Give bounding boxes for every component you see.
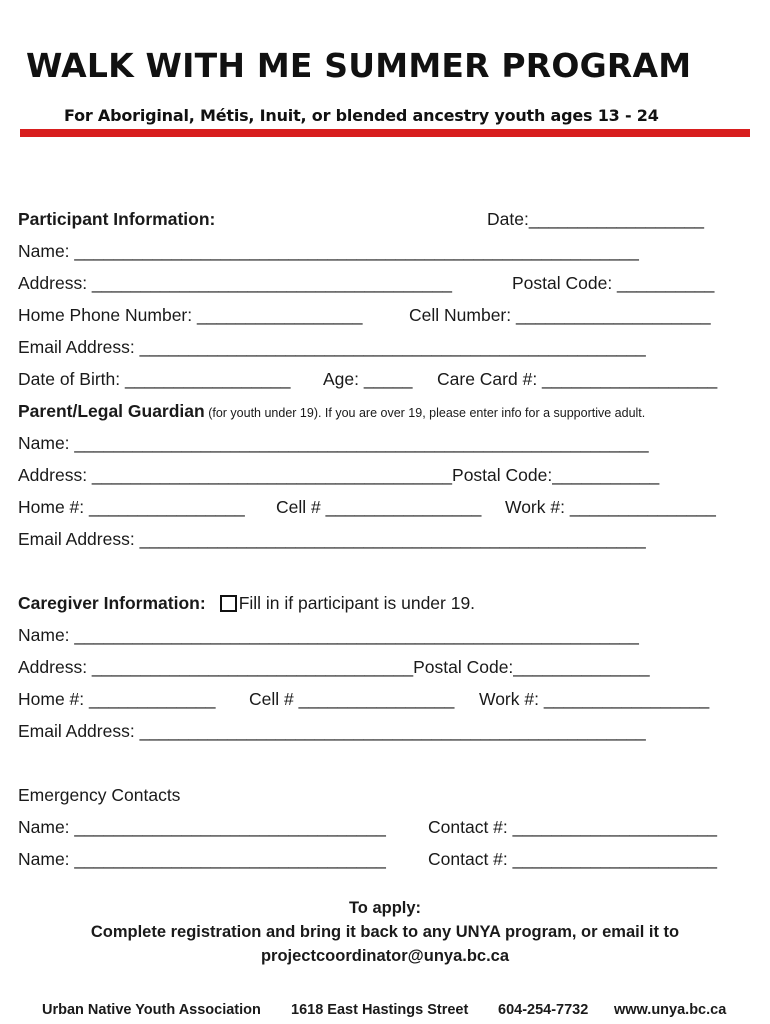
participant-address-field[interactable]: Address: _____________________________________ xyxy=(18,273,453,293)
guardian-home-field[interactable]: Home #: ________________ xyxy=(18,497,245,517)
guardian-heading: Parent/Legal Guardian xyxy=(18,401,205,421)
footer-phone: 604-254-7732 xyxy=(498,1002,589,1018)
caregiver-name-field[interactable]: Name: __________________________________________________________ xyxy=(18,625,639,645)
participant-cell-field[interactable]: Cell Number: ____________________ xyxy=(409,305,711,325)
apply-heading: To apply: xyxy=(348,899,422,917)
participant-postal-field[interactable]: Postal Code: __________ xyxy=(512,273,715,293)
guardian-note: (for youth under 19). If you are over 19, please enter info for a supportive adult. xyxy=(204,406,646,420)
participant-age-field[interactable]: Age: _____ xyxy=(323,369,413,389)
guardian-email-field[interactable]: Email Address: ____________________________________________________ xyxy=(18,529,646,549)
red-divider xyxy=(20,129,750,137)
caregiver-home-field[interactable]: Home #: _____________ xyxy=(18,689,216,709)
guardian-heading-row xyxy=(18,399,645,423)
footer-website[interactable]: www.unya.bc.ca xyxy=(614,1002,727,1018)
guardian-work-field[interactable]: Work #: _______________ xyxy=(505,497,716,517)
guardian-name-field[interactable]: Name: ___________________________________________________________ xyxy=(18,433,649,453)
participant-dob-field[interactable]: Date of Birth: _________________ xyxy=(18,369,291,389)
emergency-heading: Emergency Contacts xyxy=(18,785,181,805)
participant-heading: Participant Information: xyxy=(18,209,216,229)
emergency-contact-1-field[interactable]: Contact #: _____________________ xyxy=(428,817,718,837)
emergency-name-1-field[interactable]: Name: ________________________________ xyxy=(18,817,386,837)
caregiver-email-field[interactable]: Email Address: ____________________________________________________ xyxy=(18,721,646,741)
caregiver-heading-row xyxy=(18,591,475,615)
caregiver-check-label: Fill in if participant is under 19. xyxy=(238,593,476,613)
caregiver-work-field[interactable]: Work #: _________________ xyxy=(479,689,710,709)
caregiver-heading: Caregiver Information: xyxy=(18,593,206,613)
caregiver-address-field[interactable]: Address: _________________________________Postal Code:______________ xyxy=(18,657,650,677)
participant-name-field[interactable]: Name: __________________________________________________________ xyxy=(18,241,639,261)
participant-email-field[interactable]: Email Address: ____________________________________________________ xyxy=(18,337,646,357)
emergency-contact-2-field[interactable]: Contact #: _____________________ xyxy=(428,849,718,869)
footer-org: Urban Native Youth Association xyxy=(42,1002,261,1018)
emergency-name-2-field[interactable]: Name: ________________________________ xyxy=(18,849,386,869)
caregiver-checkbox[interactable] xyxy=(220,595,237,612)
participant-date-field[interactable]: Date:__________________ xyxy=(487,209,705,229)
form-title: WALK WITH ME SUMMER PROGRAM xyxy=(26,46,692,85)
apply-instructions: Complete registration and bring it back to any UNYA program, or email it to xyxy=(90,923,680,941)
guardian-cell-field[interactable]: Cell # ________________ xyxy=(276,497,482,517)
form-subtitle: For Aboriginal, Métis, Inuit, or blended ancestry youth ages 13 - 24 xyxy=(64,106,659,125)
participant-home-phone-field[interactable]: Home Phone Number: _________________ xyxy=(18,305,363,325)
apply-email[interactable]: projectcoordinator@unya.bc.ca xyxy=(260,947,510,965)
footer-address: 1618 East Hastings Street xyxy=(291,1002,469,1018)
participant-care-card-field[interactable]: Care Card #: __________________ xyxy=(437,369,718,389)
guardian-address-field[interactable]: Address: _____________________________________Postal Code:___________ xyxy=(18,465,660,485)
caregiver-cell-field[interactable]: Cell # ________________ xyxy=(249,689,455,709)
